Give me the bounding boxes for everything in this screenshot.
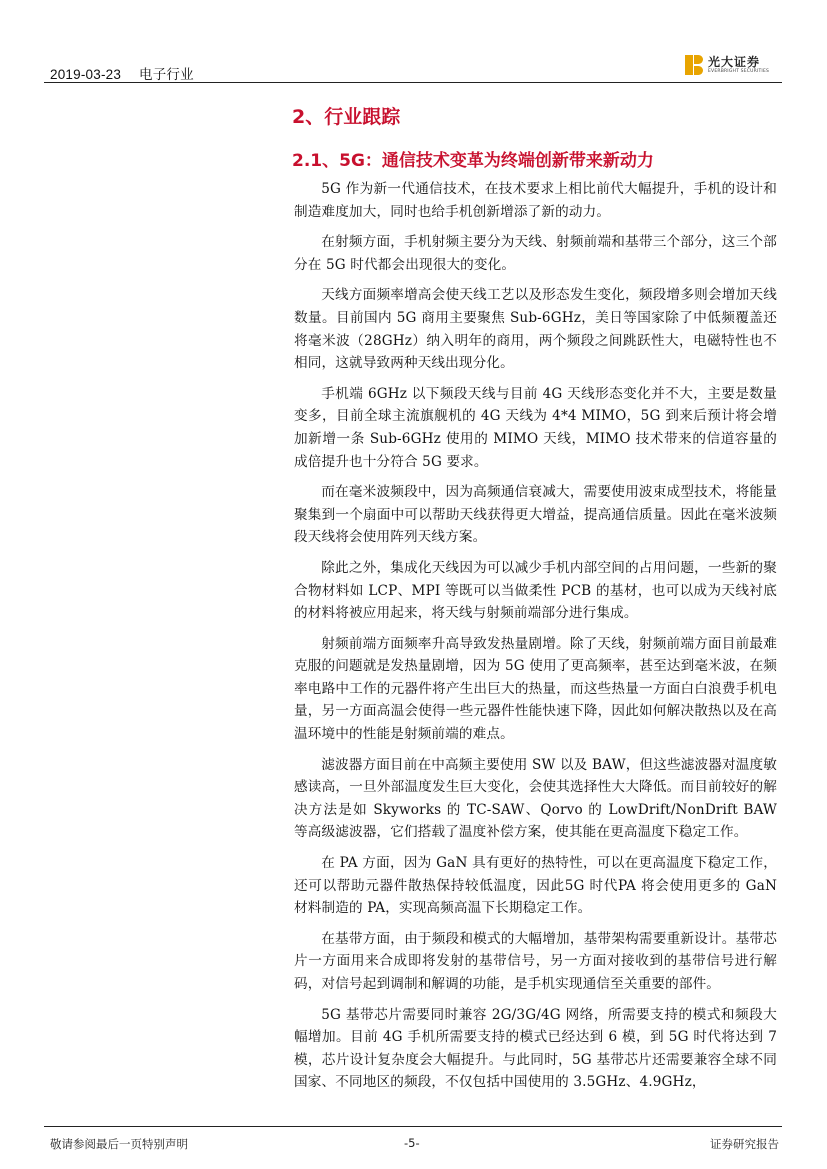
body-text	[294, 178, 777, 1102]
footer-divider	[44, 1126, 782, 1127]
logo-text-en: EVERBRIGHT SECURITIES	[708, 68, 770, 74]
page-number: -5-	[404, 1136, 420, 1150]
logo-text-cn: 光大证券	[708, 54, 761, 69]
subsection-title: 2.1、5G：通信技术变革为终端创新带来新动力	[292, 151, 654, 171]
section-title: 2、行业跟踪	[292, 106, 401, 128]
paragraph: 在基带方面，由于频段和模式的大幅增加，基带架构需要重新设计。基带芯片一方面用来合成即将发射的基带信号，另一方面对接收到的基带信号进行解码，对信号起到调制和解调的功能，是手机实现通信至关重要的部件。	[294, 930, 777, 992]
footer-report-type: 证券研究报告	[710, 1137, 779, 1151]
paragraph: 5G 作为新一代通信技术，在技术要求上相比前代大幅提升，手机的设计和制造难度加大，同时也给手机创新增添了新的动力。	[294, 181, 777, 220]
industry-label: 电子行业	[139, 67, 194, 82]
paragraph: 滤波器方面目前在中高频主要使用 SW 以及 BAW，但这些滤波器对温度敏感读高，一旦外部温度发生巨大变化，会使其选择性大大降低。而目前较好的解决方法是如 Skyworks 的 TC-SAW、Qorvo 的 LowDrift/NonDrift BAW 等高级滤波器，它们搭载了温度补偿方案，使其能在更高温度下稳定工作。	[294, 756, 777, 841]
paragraph: 除此之外，集成化天线因为可以减少手机内部空间的占用问题，一些新的聚合物材料如 LCP、MPI 等既可以当做柔性 PCB 的基材，也可以成为天线衬底的材料将被应用起来，将天线与射频前端部分进行集成。	[294, 559, 777, 622]
paragraph: 在射频方面，手机射频主要分为天线、射频前端和基带三个部分，这三个部分在 5G 时代都会出现很大的变化。	[294, 234, 777, 273]
page-header-left	[50, 63, 208, 83]
paragraph: 而在毫米波频段中，因为高频通信衰减大，需要使用波束成型技术，将能量聚集到一个扇面中可以帮助天线获得更大增益，提高通信质量。因此在毫米波频段天线将会使用阵列天线方案。	[294, 484, 777, 546]
report-date: 2019-03-23	[50, 67, 122, 82]
logo-mark-icon	[685, 55, 703, 75]
paragraph: 手机端 6GHz 以下频段天线与目前 4G 天线形态变化并不大，主要是数量变多，目前全球主流旗舰机的 4G 天线为 4*4 MIMO，5G 到来后预计将会增加新增一条 Sub-6GHz 使用的 MIMO 天线，MIMO 技术带来的信道容量的成倍提升也十分符合 5G 要求。	[294, 385, 777, 470]
paragraph: 5G 基带芯片需要同时兼容 2G/3G/4G 网络，所需要支持的模式和频段大幅增加。目前 4G 手机所需要支持的模式已经达到 6 模，到 5G 时代将达到 7 模，芯片设计复杂度会大幅提升。与此同时，5G 基带芯片还需要兼容全球不同国家、不同地区的频段，不仅包括中国使用的 3.5GHz、4.9GHz，	[294, 1006, 777, 1091]
paragraph: 在 PA 方面，因为 GaN 具有更好的热特性，可以在更高温度下稳定工作，还可以帮助元器件散热保持较低温度，因此5G 时代PA 将会使用更多的 GaN 材料制造的 PA，实现高频高温下长期稳定工作。	[294, 855, 777, 917]
paragraph: 天线方面频率增高会使天线工艺以及形态发生变化，频段增多则会增加天线数量。目前国内 5G 商用主要聚焦 Sub-6GHz，美日等国家除了中低频覆盖还将毫米波（28GHz）纳入明年的商用，两个频段之间跳跃性大，电磁特性也不相同，这就导致两种天线出现分化。	[294, 287, 777, 372]
paragraph: 射频前端方面频率升高导致发热量剧增。除了天线，射频前端方面目前最难克服的问题就是发热量剧增，因为 5G 使用了更高频率，甚至达到毫米波，在频率电路中工作的元器件将产生出巨大的热量，而这些热量一方面白白浪费手机电量，另一方面高温会使得一些元器件性能快速下降，因此如何解决散热以及在高温环境中的性能是射频前端的难点。	[294, 635, 777, 743]
header-divider	[44, 82, 782, 83]
company-logo	[685, 52, 780, 78]
footer-disclaimer: 敬请参阅最后一页特别声明	[50, 1137, 188, 1151]
